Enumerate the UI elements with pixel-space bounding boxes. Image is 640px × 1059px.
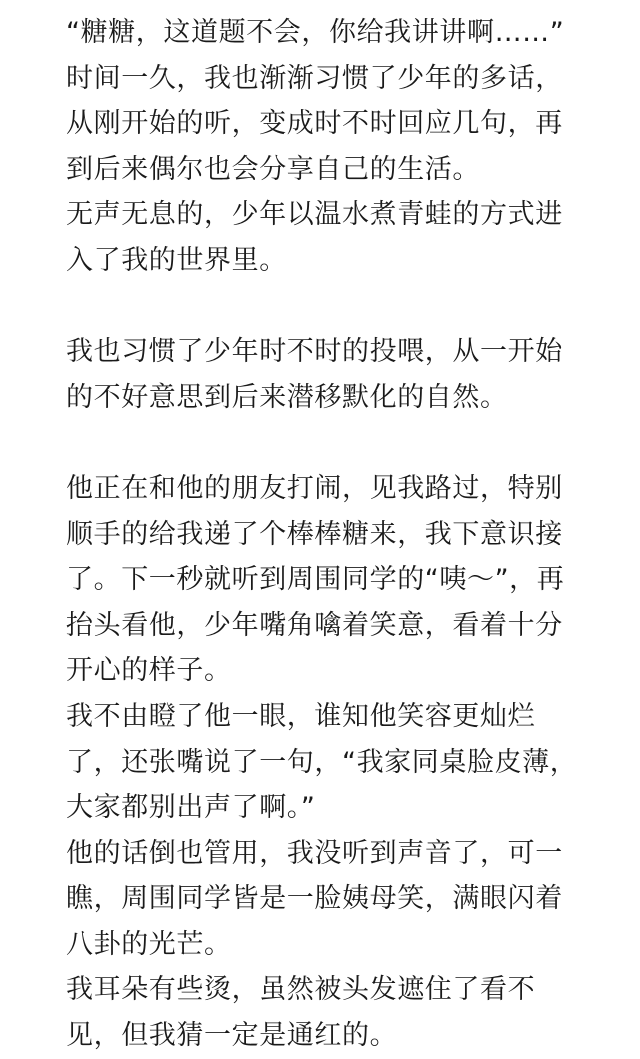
text-line: 从刚开始的听，变成时不时回应几句，再 [66, 108, 563, 140]
text-line: 到后来偶尔也会分享自己的生活。 [66, 153, 480, 185]
text-line: 抬头看他，少年嘴角噙着笑意，看着十分 [66, 609, 563, 641]
text-line: “糖糖，这道题不会，你给我讲讲啊……” [66, 17, 565, 48]
text-line: 开心的样子。 [66, 655, 232, 687]
paragraph-gap [66, 284, 626, 330]
text-line: 了。下一秒就听到周围同学的“咦～”，再 [66, 564, 565, 596]
text-line: 我耳朵有些烫，虽然被头发遮住了看不 [66, 974, 536, 1006]
text-line: 我不由瞪了他一眼，谁知他笑容更灿烂 [66, 700, 536, 732]
text-line: 他的话倒也管用，我没听到声音了，可一 [66, 837, 563, 869]
text-line: 他正在和他的朋友打闹，见我路过，特别 [66, 472, 563, 504]
text-line: 顺手的给我递了个棒棒糖来，我下意识接 [66, 518, 563, 550]
text-line: 的不好意思到后来潜移默化的自然。 [66, 381, 508, 413]
text-line: 时间一久，我也渐渐习惯了少年的多话， [66, 62, 563, 94]
story-text [66, 10, 626, 1059]
text-line: 大家都别出声了啊。” [66, 792, 316, 824]
text-line: 瞧，周围同学皆是一脸姨母笑，满眼闪着 [66, 883, 563, 915]
text-line: 了，还张嘴说了一句，“我家同桌脸皮薄， [66, 746, 578, 778]
paragraph-gap [66, 420, 626, 466]
text-line: 我也习惯了少年时不时的投喂，从一开始 [66, 336, 563, 368]
text-line: 无声无息的，少年以温水煮青蛙的方式进 [66, 199, 563, 231]
text-line: 见，但我猜一定是通红的。 [66, 1020, 398, 1052]
text-line: 八卦的光芒。 [66, 928, 232, 960]
text-line: 入了我的世界里。 [66, 244, 287, 276]
